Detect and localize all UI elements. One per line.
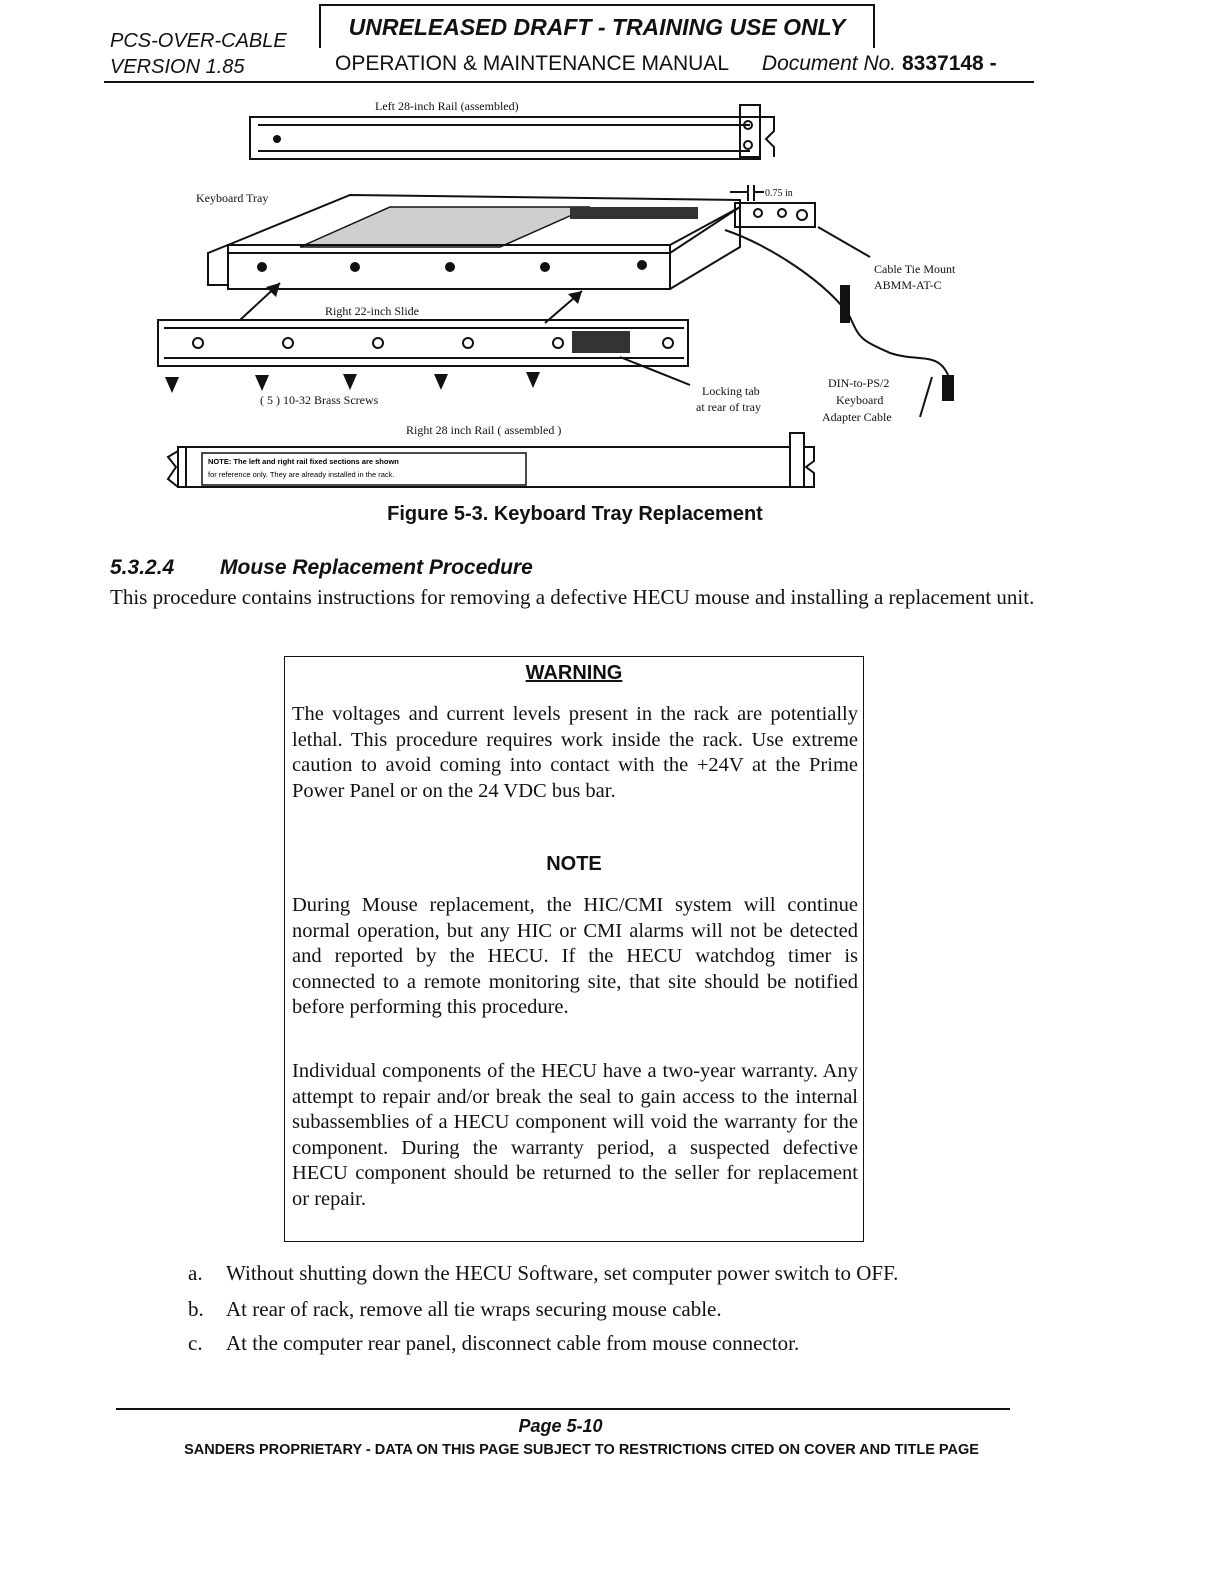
warning-text: The voltages and current levels present in the rack are potentially lethal. This procedure requires work inside the rack. Use extreme caution to avoid coming into contact with the +24V at the Prime Power Panel or on the 24 VDC bus bar.: [292, 703, 858, 802]
header-manual-line: [335, 52, 997, 76]
section-title: Mouse Replacement Procedure: [220, 556, 533, 579]
step-letter: a.: [188, 1261, 203, 1285]
proprietary-notice: SANDERS PROPRIETARY - DATA ON THIS PAGE SUBJECT TO RESTRICTIONS CITED ON COVER AND TITLE PAGE: [184, 1442, 979, 1458]
label-adapter-1: DIN-to-PS/2: [828, 376, 890, 390]
label-left-rail: Left 28-inch Rail (assembled): [375, 99, 519, 113]
right-rail: [168, 423, 814, 487]
left-rail: [250, 105, 774, 159]
step-a: [188, 1261, 1048, 1286]
header-version: VERSION 1.85: [110, 56, 245, 78]
step-text: At rear of rack, remove all tie wraps securing mouse cable.: [226, 1297, 722, 1321]
note-title: NOTE: [546, 853, 602, 875]
doc-label: Document No.: [761, 52, 897, 75]
label-keyboard-tray: Keyboard Tray: [196, 191, 269, 205]
label-adapter-3: Adapter Cable: [822, 410, 892, 424]
warning-title: WARNING: [525, 662, 623, 684]
manual-title: OPERATION & MAINTENANCE MANUAL: [335, 52, 729, 75]
page-number: Page 5-10: [518, 1416, 603, 1436]
brass-screws: [165, 372, 540, 393]
note-text-1: During Mouse replacement, the HIC/CMI system will continue normal operation, but any HIC or CMI alarms will not be detected and reported by the HECU. If the HECU watchdog timer is connected to a remote monitoring site, that site should be notified before performing this procedure.: [292, 894, 858, 1018]
label-cable-tie-1: Cable Tie Mount: [874, 262, 956, 276]
label-note-1: NOTE: The left and right rail fixed sections are shown: [208, 457, 399, 466]
step-text: Without shutting down the HECU Software, set computer power switch to OFF.: [226, 1261, 899, 1285]
step-text: At the computer rear panel, disconnect cable from mouse connector.: [226, 1331, 800, 1355]
label-adapter-2: Keyboard: [836, 393, 884, 407]
header-rule: [104, 81, 1034, 83]
step-letter: b.: [188, 1297, 204, 1321]
section-intro: This procedure contains instructions for removing a defective HECU mouse and installing a replacement unit.: [110, 585, 1035, 609]
keyboard-tray-diagram: [150, 95, 1030, 495]
step-letter: c.: [188, 1331, 203, 1355]
doc-number: 8337148 -: [901, 52, 997, 75]
right-slide: [158, 320, 688, 366]
label-right-rail: Right 28 inch Rail ( assembled ): [406, 423, 562, 437]
label-note-2: for reference only. They are already installed in the rack.: [208, 470, 395, 479]
label-dimension: 0.75 in: [765, 188, 793, 199]
label-cable-tie-2: ABMM-AT-C: [874, 278, 942, 292]
keyboard-tray: [208, 195, 815, 289]
label-locking-1: Locking tab: [702, 384, 760, 398]
step-b: [188, 1297, 1048, 1322]
label-screws: ( 5 ) 10-32 Brass Screws: [260, 393, 379, 407]
label-right-slide: Right 22-inch Slide: [325, 304, 419, 318]
footer-rule: [116, 1408, 1010, 1410]
header-product: PCS-OVER-CABLE: [110, 30, 287, 52]
label-locking-2: at rear of tray: [696, 400, 761, 414]
draft-banner: UNRELEASED DRAFT - TRAINING USE ONLY: [319, 4, 875, 48]
note-text-2: Individual components of the HECU have a two-year warranty. Any attempt to repair and/or break the seal to gain access to the internal subassemblies of a HECU component will void the warranty for the component. During the warranty period, a suspected defective HECU component should be returned to the seller for replacement or repair.: [292, 1060, 858, 1210]
step-c: [188, 1331, 1048, 1356]
figure-caption: Figure 5-3. Keyboard Tray Replacement: [387, 503, 763, 525]
section-number: 5.3.2.4: [110, 556, 175, 579]
